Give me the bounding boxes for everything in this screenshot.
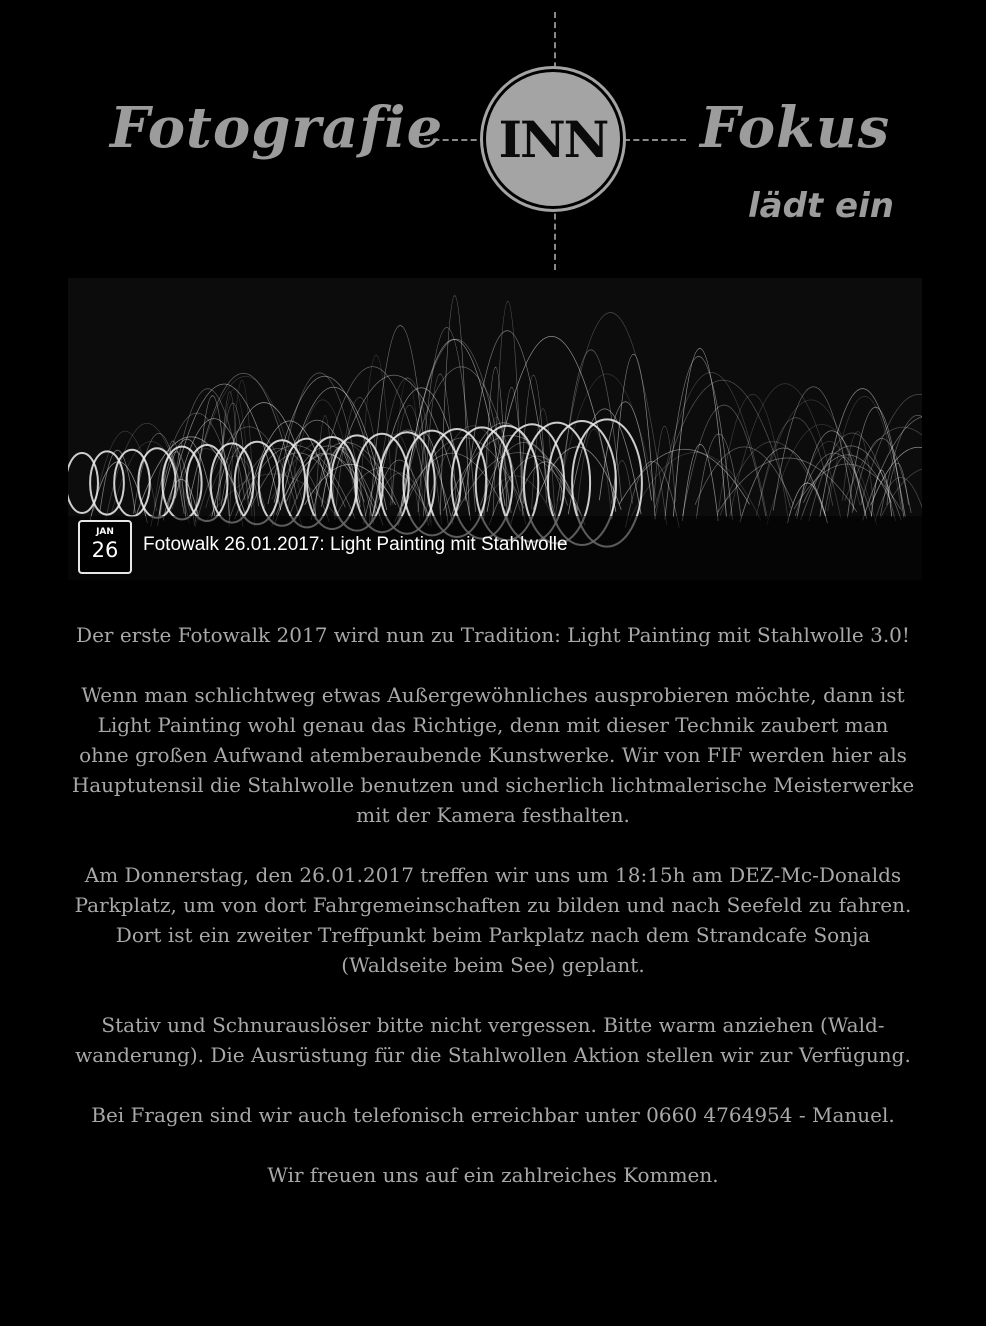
event-description [70, 620, 916, 1220]
paragraph-equipment: Stativ und Schnurauslöser bitte nicht vergessen. Bitte warm anziehen (Wald-wanderung). Die Ausrüstung für die Stahlwollen Aktion stellen wir zur Verfügung. [75, 1013, 911, 1067]
inn-badge-text: INN [498, 109, 608, 169]
logo-header [0, 0, 986, 275]
tagline: lädt ein [748, 186, 894, 226]
event-title-link[interactable]: Fotowalk 26.01.2017: Light Painting mit Stahlwolle [143, 534, 568, 555]
brand-fotografie: Fotografie [110, 95, 444, 161]
inn-badge [486, 72, 620, 206]
paragraph-about: Wenn man schlichtweg etwas Außergewöhnliches ausprobieren möchte, dann ist Light Painting wohl genau das Richtige, denn mit dieser Technik zaubert man ohne großen Aufwand atemberaubende Kunstwerke. Wir von FIF werden hier als Hauptutensil die Stahlwolle benutzen und sicherlich lichtmalerische Meisterwerke mit der Kamera festhalten. [71, 683, 915, 827]
brand-fokus: Fokus [700, 95, 891, 161]
event-date-badge [78, 520, 132, 574]
paragraph-intro: Der erste Fotowalk 2017 wird nun zu Tradition: Light Painting mit Stahlwolle 3.0! [76, 623, 910, 647]
crosshair-right-line [624, 139, 686, 141]
paragraph-closing: Wir freuen uns auf ein zahlreiches Kommen. [267, 1163, 719, 1187]
paragraph-meeting: Am Donnerstag, den 26.01.2017 treffen wir uns um 18:15h am DEZ-Mc-Donalds Parkplatz, um von dort Fahrgemeinschaften zu bilden und nach Seefeld zu fahren. Dort ist ein zweiter Treffpunkt beim Parkplatz nach dem Strandcafe Sonja (Waldseite beim See) geplant. [74, 863, 912, 977]
paragraph-contact: Bei Fragen sind wir auch telefonisch erreichbar unter 0660 4764954 - Manuel. [91, 1103, 895, 1127]
event-banner[interactable] [68, 278, 922, 580]
event-month: JAN [96, 527, 114, 537]
event-day: 26 [91, 538, 119, 562]
